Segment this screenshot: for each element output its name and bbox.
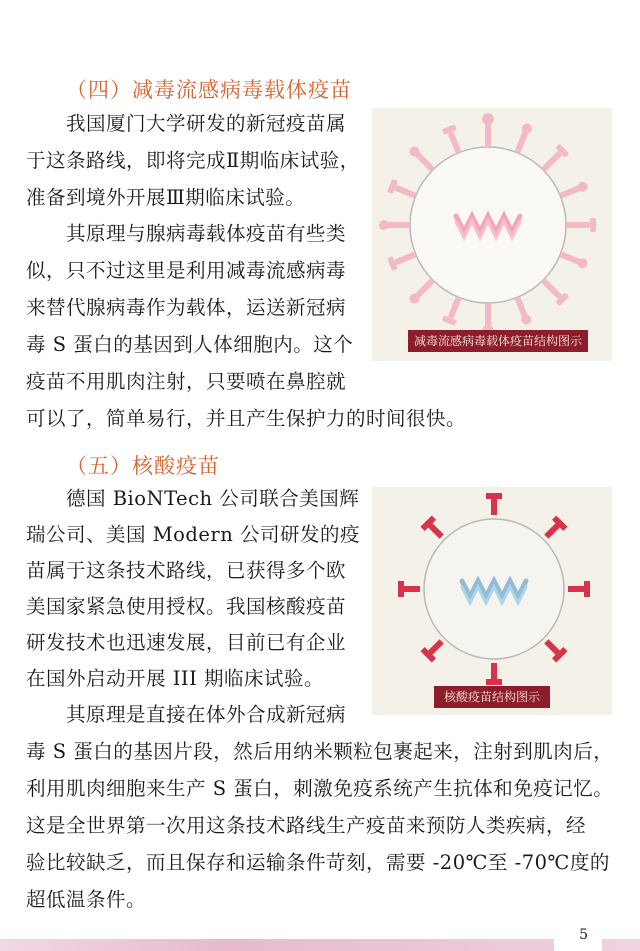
section5-line: 其原理是直接在体外合成新冠病 [66,703,347,726]
section5-line: 研发技术也迅速发展，目前已有企业 [26,631,347,654]
section4-line: 于这条路线，即将完成Ⅱ期临床试验， [26,149,360,172]
figure-caption: 减毒流感病毒载体疫苗结构图示 [408,330,588,352]
footer-band [0,939,640,951]
section4-line: 来替代腺病毒作为载体，运送新冠病 [26,296,347,319]
section4-line: 疫苗不用肌肉注射，只要喷在鼻腔就 [26,370,347,393]
section4-line: 毒 S 蛋白的基因到人体细胞内。这个 [26,333,354,356]
section4-line: 准备到境外开展Ⅲ期临床试验。 [26,186,306,209]
page-number-tab [554,915,602,951]
section-heading-5: （五）核酸疫苗 [66,454,220,478]
section5-line: 毒 S 蛋白的基因片段，然后用纳米颗粒包裹起来，注射到肌肉后， [26,740,614,763]
section4-line: 其原理与腺病毒载体疫苗有些类 [66,222,347,245]
virus-structure-illustration [372,108,612,361]
nucleic-acid-vaccine-figure [372,487,612,715]
section5-line: 利用肌肉细胞来生产 S 蛋白，刺激免疫系统产生抗体和免疫记忆。 [26,777,614,800]
section5-line: 苗属于这条技术路线，已获得多个欧 [26,559,347,582]
section4-line: 我国厦门大学研发的新冠疫苗属 [66,112,347,135]
influenza-vector-vaccine-figure [372,108,612,361]
section4-line: 似，只不过这里是利用减毒流感病毒 [26,259,347,282]
section5-line: 美国家紧急使用授权。我国核酸疫苗 [26,595,347,618]
section5-line: 瑞公司、美国 Modern 公司研发的疫 [26,523,361,546]
figure-caption: 核酸疫苗结构图示 [434,686,550,708]
section5-line: 这是全世界第一次用这条技术路线生产疫苗来预防人类疾病，经 [26,814,587,837]
nucleic-acid-structure-illustration [372,487,612,715]
section5-line: 在国外启动开展 III 期临床试验。 [26,667,325,690]
section5-line: 超低温条件。 [26,888,147,911]
section-heading-4: （四）减毒流感病毒载体疫苗 [66,78,352,102]
section4-line: 可以了，简单易行，并且产生保护力的时间很快。 [26,407,467,430]
page-number: 5 [579,927,588,943]
section5-line: 德国 BioNTech 公司联合美国辉 [66,487,360,510]
section5-line: 验比较缺乏，而且保存和运输条件苛刻，需要 -20℃至 -70℃度的 [26,851,610,874]
